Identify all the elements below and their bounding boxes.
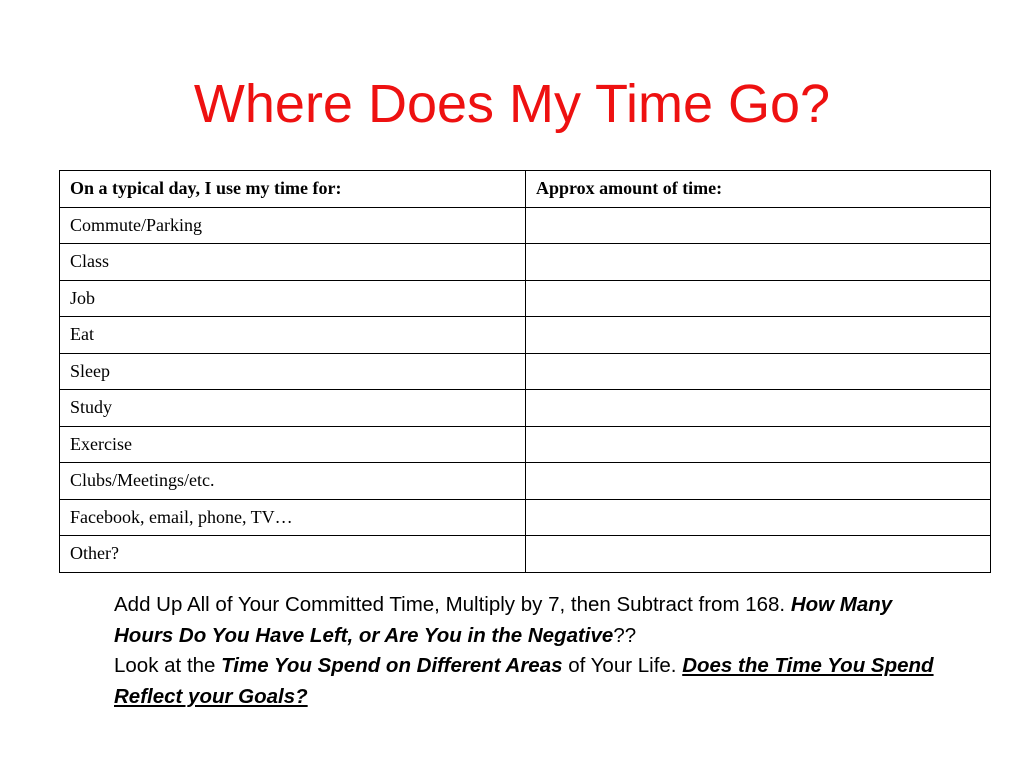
instruction-reflect-question: Does the Time You Spend Reflect your Goals? (114, 654, 934, 708)
instruction-reflect (114, 651, 944, 712)
amount-cell[interactable] (526, 317, 991, 354)
table-row (60, 317, 991, 354)
table-row (60, 280, 991, 317)
instruction-subtract-emphasis: How Many Hours Do You Have Left, or Are You in the Negative (114, 593, 893, 647)
table-row (60, 207, 991, 244)
instructions-text (114, 590, 944, 712)
activity-cell: Sleep (60, 353, 526, 390)
amount-cell[interactable] (526, 536, 991, 573)
activity-cell: Eat (60, 317, 526, 354)
header-activity: On a typical day, I use my time for: (60, 171, 526, 208)
table-row (60, 390, 991, 427)
amount-cell[interactable] (526, 499, 991, 536)
activity-cell: Exercise (60, 426, 526, 463)
amount-cell[interactable] (526, 463, 991, 500)
instruction-subtract-suffix: ?? (613, 623, 637, 647)
instruction-subtract-text: Add Up All of Your Committed Time, Multiply by 7, then Subtract from 168. (114, 593, 791, 616)
table-header-row (60, 171, 991, 208)
activity-cell: Class (60, 244, 526, 281)
amount-cell[interactable] (526, 390, 991, 427)
amount-cell[interactable] (526, 207, 991, 244)
activity-cell: Facebook, email, phone, TV… (60, 499, 526, 536)
amount-cell[interactable] (526, 280, 991, 317)
table-row (60, 353, 991, 390)
time-usage-table (59, 170, 991, 573)
instruction-subtract (114, 590, 944, 651)
activity-cell: Study (60, 390, 526, 427)
amount-cell[interactable] (526, 426, 991, 463)
activity-cell: Clubs/Meetings/etc. (60, 463, 526, 500)
instruction-reflect-middle: of Your Life. (562, 654, 683, 677)
header-amount: Approx amount of time: (526, 171, 991, 208)
activity-cell: Commute/Parking (60, 207, 526, 244)
table-row (60, 244, 991, 281)
table-row (60, 463, 991, 500)
table-row (60, 426, 991, 463)
amount-cell[interactable] (526, 353, 991, 390)
amount-cell[interactable] (526, 244, 991, 281)
instruction-reflect-emphasis: Time You Spend on Different Areas (221, 654, 563, 677)
slide-title: Where Does My Time Go? (193, 74, 831, 134)
instruction-reflect-text: Look at the (114, 654, 222, 677)
table-row (60, 499, 991, 536)
activity-cell: Other? (60, 536, 526, 573)
table-row (60, 536, 991, 573)
activity-cell: Job (60, 280, 526, 317)
